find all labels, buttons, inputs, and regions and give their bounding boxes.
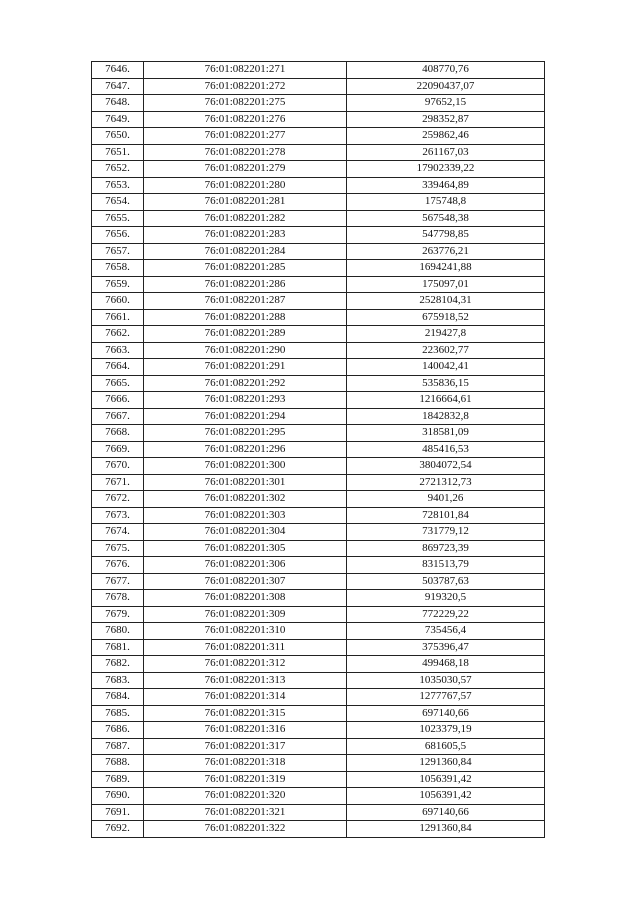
table-row <box>92 408 545 425</box>
cadastral-number-cell: 76:01:082201:317 <box>144 738 347 755</box>
row-number-cell: 7687. <box>92 738 144 755</box>
row-number-cell: 7690. <box>92 788 144 805</box>
table-row <box>92 342 545 359</box>
cadastral-number-cell: 76:01:082201:283 <box>144 227 347 244</box>
cadastral-number-cell: 76:01:082201:281 <box>144 194 347 211</box>
table-row <box>92 524 545 541</box>
cadastral-value-cell: 1694241,88 <box>347 260 545 277</box>
table-row <box>92 804 545 821</box>
table-row <box>92 689 545 706</box>
table-row <box>92 210 545 227</box>
cadastral-number-cell: 76:01:082201:319 <box>144 771 347 788</box>
row-number-cell: 7654. <box>92 194 144 211</box>
cadastral-value-cell: 869723,39 <box>347 540 545 557</box>
row-number-cell: 7666. <box>92 392 144 409</box>
table-row <box>92 458 545 475</box>
cadastral-number-cell: 76:01:082201:272 <box>144 78 347 95</box>
cadastral-value-cell: 735456,4 <box>347 623 545 640</box>
table-row <box>92 623 545 640</box>
table-row <box>92 672 545 689</box>
cadastral-number-cell: 76:01:082201:290 <box>144 342 347 359</box>
cadastral-value-cell: 375396,47 <box>347 639 545 656</box>
cadastral-number-cell: 76:01:082201:291 <box>144 359 347 376</box>
row-number-cell: 7648. <box>92 95 144 112</box>
row-number-cell: 7655. <box>92 210 144 227</box>
row-number-cell: 7665. <box>92 375 144 392</box>
row-number-cell: 7670. <box>92 458 144 475</box>
cadastral-number-cell: 76:01:082201:293 <box>144 392 347 409</box>
cadastral-value-cell: 1056391,42 <box>347 788 545 805</box>
cadastral-number-cell: 76:01:082201:312 <box>144 656 347 673</box>
row-number-cell: 7658. <box>92 260 144 277</box>
cadastral-value-cell: 261167,03 <box>347 144 545 161</box>
cadastral-number-cell: 76:01:082201:322 <box>144 821 347 838</box>
row-number-cell: 7647. <box>92 78 144 95</box>
table-row <box>92 540 545 557</box>
cadastral-number-cell: 76:01:082201:306 <box>144 557 347 574</box>
cadastral-number-cell: 76:01:082201:292 <box>144 375 347 392</box>
table-row <box>92 128 545 145</box>
cadastral-number-cell: 76:01:082201:316 <box>144 722 347 739</box>
row-number-cell: 7684. <box>92 689 144 706</box>
table-row <box>92 705 545 722</box>
cadastral-number-cell: 76:01:082201:280 <box>144 177 347 194</box>
cadastral-value-cell: 681605,5 <box>347 738 545 755</box>
row-number-cell: 7667. <box>92 408 144 425</box>
table-row <box>92 62 545 79</box>
cadastral-value-cell: 1291360,84 <box>347 821 545 838</box>
table-row <box>92 95 545 112</box>
cadastral-value-cell: 772229,22 <box>347 606 545 623</box>
row-number-cell: 7674. <box>92 524 144 541</box>
cadastral-number-cell: 76:01:082201:302 <box>144 491 347 508</box>
cadastral-number-cell: 76:01:082201:321 <box>144 804 347 821</box>
cadastral-value-cell: 697140,66 <box>347 804 545 821</box>
cadastral-number-cell: 76:01:082201:294 <box>144 408 347 425</box>
cadastral-number-cell: 76:01:082201:320 <box>144 788 347 805</box>
cadastral-value-cell: 499468,18 <box>347 656 545 673</box>
cadastral-value-cell: 1291360,84 <box>347 755 545 772</box>
cadastral-number-cell: 76:01:082201:275 <box>144 95 347 112</box>
row-number-cell: 7682. <box>92 656 144 673</box>
cadastral-number-cell: 76:01:082201:285 <box>144 260 347 277</box>
row-number-cell: 7668. <box>92 425 144 442</box>
cadastral-value-cell: 3804072,54 <box>347 458 545 475</box>
cadastral-number-cell: 76:01:082201:296 <box>144 441 347 458</box>
cadastral-value-cell: 547798,85 <box>347 227 545 244</box>
row-number-cell: 7669. <box>92 441 144 458</box>
row-number-cell: 7659. <box>92 276 144 293</box>
cadastral-number-cell: 76:01:082201:303 <box>144 507 347 524</box>
cadastral-value-cell: 485416,53 <box>347 441 545 458</box>
table-row <box>92 722 545 739</box>
cadastral-number-cell: 76:01:082201:313 <box>144 672 347 689</box>
row-number-cell: 7657. <box>92 243 144 260</box>
table-row <box>92 474 545 491</box>
table-row <box>92 425 545 442</box>
cadastral-value-cell: 2721312,73 <box>347 474 545 491</box>
cadastral-value-cell: 298352,87 <box>347 111 545 128</box>
table-row <box>92 276 545 293</box>
table-row <box>92 177 545 194</box>
table-row <box>92 441 545 458</box>
table-row <box>92 639 545 656</box>
row-number-cell: 7677. <box>92 573 144 590</box>
cadastral-number-cell: 76:01:082201:309 <box>144 606 347 623</box>
cadastral-value-cell: 408770,76 <box>347 62 545 79</box>
table-row <box>92 656 545 673</box>
cadastral-number-cell: 76:01:082201:276 <box>144 111 347 128</box>
cadastral-value-cell: 567548,38 <box>347 210 545 227</box>
cadastral-value-cell: 1842832,8 <box>347 408 545 425</box>
table-row <box>92 771 545 788</box>
cadastral-value-cell: 831513,79 <box>347 557 545 574</box>
table-row <box>92 788 545 805</box>
table-row <box>92 375 545 392</box>
cadastral-value-cell: 2528104,31 <box>347 293 545 310</box>
row-number-cell: 7680. <box>92 623 144 640</box>
table-row <box>92 144 545 161</box>
row-number-cell: 7691. <box>92 804 144 821</box>
table-body <box>92 62 545 838</box>
cadastral-value-cell: 1056391,42 <box>347 771 545 788</box>
cadastral-number-cell: 76:01:082201:315 <box>144 705 347 722</box>
cadastral-value-cell: 339464,89 <box>347 177 545 194</box>
table-row <box>92 738 545 755</box>
table-row <box>92 227 545 244</box>
cadastral-number-cell: 76:01:082201:288 <box>144 309 347 326</box>
row-number-cell: 7664. <box>92 359 144 376</box>
cadastral-value-cell: 259862,46 <box>347 128 545 145</box>
cadastral-number-cell: 76:01:082201:271 <box>144 62 347 79</box>
cadastral-value-cell: 728101,84 <box>347 507 545 524</box>
cadastral-value-table <box>91 61 545 838</box>
cadastral-value-cell: 263776,21 <box>347 243 545 260</box>
row-number-cell: 7646. <box>92 62 144 79</box>
cadastral-value-cell: 675918,52 <box>347 309 545 326</box>
table-row <box>92 590 545 607</box>
table-row <box>92 606 545 623</box>
cadastral-value-cell: 97652,15 <box>347 95 545 112</box>
cadastral-value-cell: 731779,12 <box>347 524 545 541</box>
row-number-cell: 7650. <box>92 128 144 145</box>
cadastral-value-cell: 919320,5 <box>347 590 545 607</box>
table-row <box>92 78 545 95</box>
cadastral-value-cell: 1035030,57 <box>347 672 545 689</box>
cadastral-value-cell: 697140,66 <box>347 705 545 722</box>
cadastral-number-cell: 76:01:082201:301 <box>144 474 347 491</box>
cadastral-value-cell: 175748,8 <box>347 194 545 211</box>
cadastral-number-cell: 76:01:082201:287 <box>144 293 347 310</box>
table-row <box>92 293 545 310</box>
table-row <box>92 392 545 409</box>
cadastral-value-cell: 223602,77 <box>347 342 545 359</box>
cadastral-value-cell: 318581,09 <box>347 425 545 442</box>
cadastral-number-cell: 76:01:082201:314 <box>144 689 347 706</box>
row-number-cell: 7673. <box>92 507 144 524</box>
table-row <box>92 573 545 590</box>
cadastral-number-cell: 76:01:082201:289 <box>144 326 347 343</box>
cadastral-value-cell: 1023379,19 <box>347 722 545 739</box>
cadastral-value-cell: 22090437,07 <box>347 78 545 95</box>
row-number-cell: 7649. <box>92 111 144 128</box>
table-row <box>92 557 545 574</box>
cadastral-number-cell: 76:01:082201:300 <box>144 458 347 475</box>
row-number-cell: 7683. <box>92 672 144 689</box>
cadastral-number-cell: 76:01:082201:284 <box>144 243 347 260</box>
table-row <box>92 359 545 376</box>
cadastral-number-cell: 76:01:082201:310 <box>144 623 347 640</box>
row-number-cell: 7661. <box>92 309 144 326</box>
cadastral-number-cell: 76:01:082201:286 <box>144 276 347 293</box>
cadastral-number-cell: 76:01:082201:279 <box>144 161 347 178</box>
table-row <box>92 507 545 524</box>
cadastral-number-cell: 76:01:082201:308 <box>144 590 347 607</box>
table-row <box>92 821 545 838</box>
table-row <box>92 161 545 178</box>
row-number-cell: 7692. <box>92 821 144 838</box>
row-number-cell: 7688. <box>92 755 144 772</box>
cadastral-value-cell: 503787,63 <box>347 573 545 590</box>
row-number-cell: 7679. <box>92 606 144 623</box>
table-row <box>92 309 545 326</box>
cadastral-value-cell: 1216664,61 <box>347 392 545 409</box>
cadastral-value-cell: 1277767,57 <box>347 689 545 706</box>
row-number-cell: 7653. <box>92 177 144 194</box>
cadastral-value-cell: 9401,26 <box>347 491 545 508</box>
cadastral-number-cell: 76:01:082201:311 <box>144 639 347 656</box>
table-row <box>92 111 545 128</box>
cadastral-number-cell: 76:01:082201:278 <box>144 144 347 161</box>
cadastral-number-cell: 76:01:082201:295 <box>144 425 347 442</box>
table-row <box>92 194 545 211</box>
table-row <box>92 755 545 772</box>
cadastral-value-cell: 535836,15 <box>347 375 545 392</box>
row-number-cell: 7652. <box>92 161 144 178</box>
cadastral-number-cell: 76:01:082201:318 <box>144 755 347 772</box>
table-row <box>92 491 545 508</box>
row-number-cell: 7681. <box>92 639 144 656</box>
row-number-cell: 7678. <box>92 590 144 607</box>
row-number-cell: 7660. <box>92 293 144 310</box>
cadastral-value-cell: 17902339,22 <box>347 161 545 178</box>
table-row <box>92 243 545 260</box>
row-number-cell: 7663. <box>92 342 144 359</box>
cadastral-number-cell: 76:01:082201:305 <box>144 540 347 557</box>
cadastral-value-cell: 140042,41 <box>347 359 545 376</box>
row-number-cell: 7685. <box>92 705 144 722</box>
table-row <box>92 260 545 277</box>
cadastral-value-cell: 175097,01 <box>347 276 545 293</box>
row-number-cell: 7662. <box>92 326 144 343</box>
cadastral-number-cell: 76:01:082201:282 <box>144 210 347 227</box>
table-row <box>92 326 545 343</box>
row-number-cell: 7651. <box>92 144 144 161</box>
cadastral-number-cell: 76:01:082201:277 <box>144 128 347 145</box>
row-number-cell: 7671. <box>92 474 144 491</box>
row-number-cell: 7672. <box>92 491 144 508</box>
row-number-cell: 7676. <box>92 557 144 574</box>
row-number-cell: 7689. <box>92 771 144 788</box>
cadastral-value-cell: 219427,8 <box>347 326 545 343</box>
cadastral-number-cell: 76:01:082201:307 <box>144 573 347 590</box>
row-number-cell: 7686. <box>92 722 144 739</box>
cadastral-number-cell: 76:01:082201:304 <box>144 524 347 541</box>
row-number-cell: 7656. <box>92 227 144 244</box>
row-number-cell: 7675. <box>92 540 144 557</box>
